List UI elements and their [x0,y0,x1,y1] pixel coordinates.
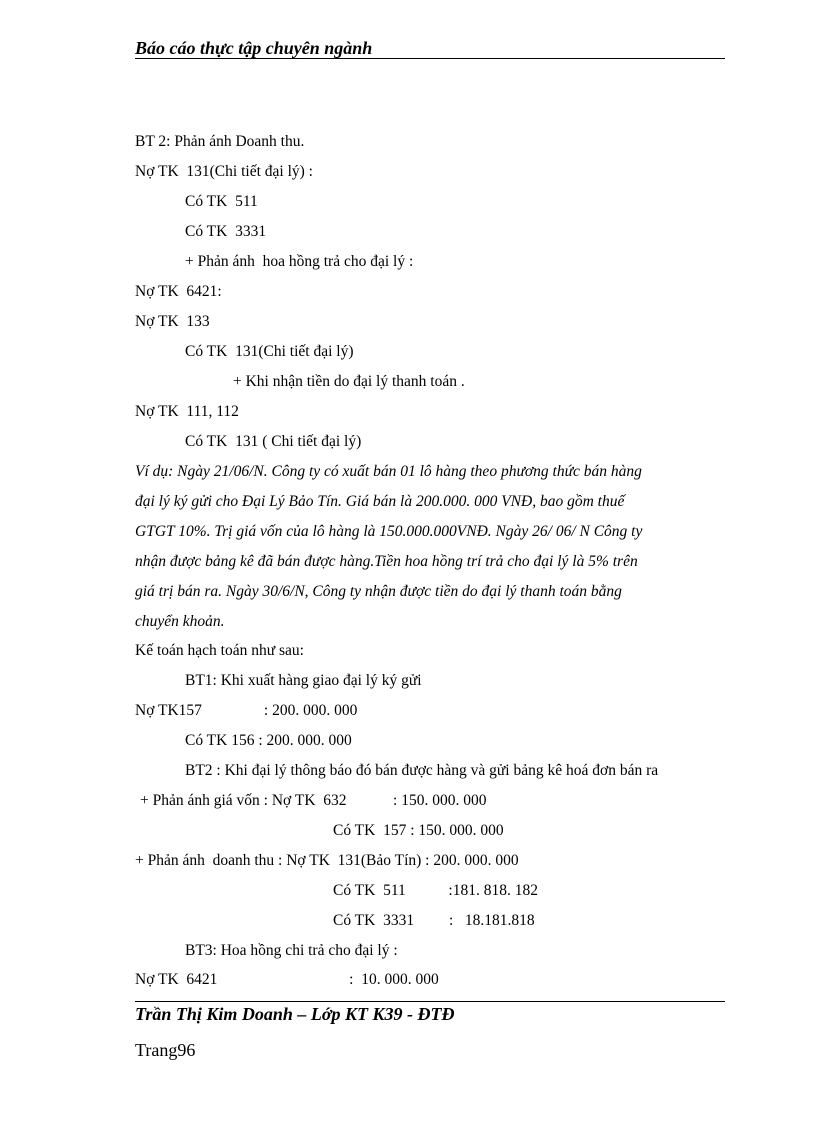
header-title: Báo cáo thực tập chuyên ngành [135,38,373,58]
body-line: + Phản ánh doanh thu : Nợ TK 131(Bảo Tín) : 200. 000. 000 [135,852,519,869]
body-line: + Phản ánh giá vốn : Nợ TK 632 : 150. 000. 000 [140,792,487,809]
example-line: GTGT 10%. Trị giá vốn của lô hàng là 150.000.000VNĐ. Ngày 26/ 06/ N Công ty [135,523,643,540]
header-divider [135,58,725,59]
body-line: Nợ TK 133 [135,313,210,330]
body-line: Có TK 157 : 150. 000. 000 [333,822,504,839]
body-line: Có TK 511 [185,193,258,210]
body-line: BT 2: Phản ánh Doanh thu. [135,133,305,150]
body-line: BT3: Hoa hồng chi trả cho đại lý : [185,942,398,959]
body-line: Có TK 3331 : 18.181.818 [333,912,535,929]
body-line: Có TK 156 : 200. 000. 000 [185,732,352,749]
body-line: BT2 : Khi đại lý thông báo đó bán được hàng và gửi bảng kê hoá đơn bán ra [185,762,659,779]
body-line: Có TK 511 :181. 818. 182 [333,882,538,899]
body-line: Có TK 131(Chi tiết đại lý) [185,343,354,360]
example-line: đại lý ký gửi cho Đại Lý Bảo Tín. Giá bán là 200.000. 000 VNĐ, bao gồm thuế [135,493,625,510]
body-line: Nợ TK 111, 112 [135,403,239,420]
footer-author: Trần Thị Kim Doanh – Lớp KT K39 - ĐTĐ [135,1004,455,1024]
body-line: Có TK 131 ( Chi tiết đại lý) [185,433,362,450]
example-line: nhận được bảng kê đã bán được hàng.Tiền hoa hồng trí trả cho đại lý là 5% trên [135,553,638,570]
example-line: chuyển khoản. [135,613,225,630]
body-line: Nợ TK157 : 200. 000. 000 [135,702,358,719]
body-line: Kế toán hạch toán như sau: [135,642,304,659]
example-line: Ví dụ: Ngày 21/06/N. Công ty có xuất bán 01 lô hàng theo phương thức bán hàng [135,463,642,480]
body-line: Nợ TK 131(Chi tiết đại lý) : [135,163,313,180]
body-line: Nợ TK 6421 : 10. 000. 000 [135,971,439,988]
body-line: + Phản ánh hoa hồng trả cho đại lý : [185,253,414,270]
body-line: + Khi nhận tiền do đại lý thanh toán . [233,373,465,390]
example-line: giá trị bán ra. Ngày 30/6/N, Công ty nhận được tiền do đại lý thanh toán bằng [135,583,622,600]
footer-divider [135,1001,725,1002]
body-line: BT1: Khi xuất hàng giao đại lý ký gửi [185,672,422,689]
body-line: Có TK 3331 [185,223,267,240]
body-line: Nợ TK 6421: [135,283,222,300]
page-number: Trang96 [135,1040,196,1060]
